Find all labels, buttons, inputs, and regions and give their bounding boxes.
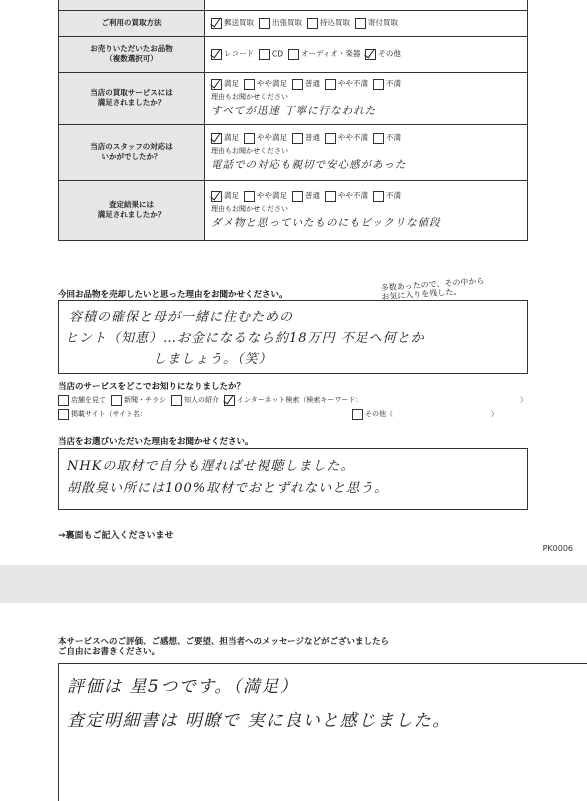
sell-reason-line-1: 容積の確保と母が一緒に住むための xyxy=(69,310,294,325)
discovery-options xyxy=(58,393,538,421)
back-side-note: →裏面もご記入くださいませ xyxy=(58,531,174,541)
checkbox-option[interactable] xyxy=(365,48,401,60)
checkbox-option[interactable] xyxy=(373,190,401,202)
checkbox-label: 寄付買取 xyxy=(368,18,398,28)
checkbox-checked[interactable] xyxy=(211,133,222,144)
checkbox-unchecked[interactable] xyxy=(325,191,336,202)
checkbox-option[interactable] xyxy=(292,132,320,144)
checkbox-checked[interactable] xyxy=(211,191,222,202)
checkbox-option[interactable] xyxy=(373,132,401,144)
checkbox-option[interactable] xyxy=(211,78,239,90)
checkbox-label: 普通 xyxy=(305,133,320,143)
checkbox-label: やや不満 xyxy=(338,133,368,143)
checkbox-unchecked[interactable] xyxy=(373,191,384,202)
comments-intro: 本サービスへのご評価、ご感想、ご要望、担当者へのメッセージなどがございましたら ご自由にお書きください。 xyxy=(58,637,389,657)
checkbox-option[interactable] xyxy=(111,393,166,407)
checkbox-option[interactable] xyxy=(244,132,287,144)
comments-line-2: 査定明細書は 明瞭で 実に良いと感じました。 xyxy=(67,711,451,731)
checkbox-checked[interactable] xyxy=(211,79,222,90)
checkbox-unchecked[interactable] xyxy=(325,133,336,144)
checkbox-option[interactable] xyxy=(292,190,320,202)
checkbox-unchecked[interactable] xyxy=(58,409,69,420)
q-result-reason-prompt: 理由もお聞かせください xyxy=(211,204,288,213)
checkbox-checked[interactable] xyxy=(211,18,222,29)
checkbox-option[interactable] xyxy=(307,17,350,29)
q-service-handwriting: すべてが迅速 丁寧に行なわれた xyxy=(211,104,377,117)
checkbox-option[interactable] xyxy=(211,48,254,60)
checkbox-label: 満足 xyxy=(224,191,239,201)
q-items-answer xyxy=(205,36,528,72)
checkbox-option[interactable] xyxy=(58,393,106,407)
checkbox-unchecked[interactable] xyxy=(259,49,270,60)
checkbox-label: インターネット検索（検索キーワード： xyxy=(237,396,363,404)
q-service-answer xyxy=(205,72,528,124)
checkbox-label: 普通 xyxy=(305,191,320,201)
checkbox-unchecked[interactable] xyxy=(373,133,384,144)
checkbox-option[interactable] xyxy=(325,190,368,202)
checkbox-unchecked[interactable] xyxy=(111,395,122,406)
checkbox-label: やや不満 xyxy=(338,191,368,201)
checkbox-option[interactable] xyxy=(211,190,239,202)
checkbox-label: 掲載サイト（サイト名： xyxy=(71,410,148,418)
q-staff-answer xyxy=(205,124,528,180)
sell-reason-side-note: 多数あったので、その中から お気に入りを残した。 xyxy=(380,276,485,302)
checkbox-unchecked[interactable] xyxy=(288,49,299,60)
checkbox-unchecked[interactable] xyxy=(325,79,336,90)
checkbox-label: 知人の紹介 xyxy=(184,396,219,404)
checkbox-unchecked[interactable] xyxy=(292,191,303,202)
checkbox-unchecked[interactable] xyxy=(244,79,255,90)
checkbox-label: 持込買取 xyxy=(320,18,350,28)
table-top-edge xyxy=(59,0,205,10)
checkbox-label: 不満 xyxy=(386,79,401,89)
sell-reason-line-2: ヒント（知恵）…お金になるなら約18万円 不足へ何とか xyxy=(65,331,425,346)
comments-box xyxy=(58,663,587,801)
checkbox-option[interactable] xyxy=(352,407,393,421)
choose-reason-heading: 当店をお選びいただいた理由をお聞かせください。 xyxy=(58,437,254,447)
comments-line-1: 評価は 星5つです。（満足） xyxy=(67,677,299,697)
checkbox-unchecked[interactable] xyxy=(171,395,182,406)
checkbox-label: 郵送買取 xyxy=(224,18,254,28)
checkbox-option[interactable] xyxy=(355,17,398,29)
choose-reason-line-1: NHKの取材で自分も遅ればせ視聴しました。 xyxy=(67,459,355,474)
survey-table xyxy=(58,0,528,241)
checkbox-option[interactable] xyxy=(259,17,302,29)
q-result-handwriting: ダメ物と思っていたものにもビックリな値段 xyxy=(211,216,441,229)
q-result-label: 査定結果には 満足されましたか？ xyxy=(59,180,205,240)
checkbox-unchecked[interactable] xyxy=(373,79,384,90)
checkbox-option[interactable] xyxy=(259,49,283,60)
form-page-back xyxy=(0,603,587,801)
sell-reason-line-3: しましょう。（笑） xyxy=(153,352,273,367)
checkbox-checked[interactable] xyxy=(224,395,235,406)
checkbox-checked[interactable] xyxy=(211,49,222,60)
form-code: PK0006 xyxy=(542,544,573,553)
checkbox-option[interactable] xyxy=(244,190,287,202)
checkbox-option[interactable] xyxy=(325,78,368,90)
checkbox-unchecked[interactable] xyxy=(244,191,255,202)
checkbox-option[interactable] xyxy=(244,78,287,90)
checkbox-label: CD xyxy=(272,49,284,58)
choose-reason-line-2: 胡散臭い所には100%取材でおとずれないと思う。 xyxy=(67,481,389,496)
checkbox-unchecked[interactable] xyxy=(355,18,366,29)
checkbox-label: 出張買取 xyxy=(272,18,302,28)
checkbox-label: 満足 xyxy=(224,79,239,89)
checkbox-label: 新聞・チラシ xyxy=(124,396,166,404)
checkbox-label: やや満足 xyxy=(257,79,287,89)
sell-reason-box xyxy=(58,300,528,374)
discovery-row-2 xyxy=(58,407,538,421)
checkbox-option[interactable] xyxy=(211,17,254,29)
checkbox-label: 普通 xyxy=(305,79,320,89)
checkbox-option[interactable] xyxy=(325,132,368,144)
checkbox-label: やや満足 xyxy=(257,133,287,143)
checkbox-label: レコード xyxy=(224,49,254,59)
discovery-heading: 当店のサービスをどこでお知りになりましたか？ xyxy=(58,382,246,392)
checkbox-label: 満足 xyxy=(224,133,239,143)
checkbox-option[interactable] xyxy=(224,393,362,407)
checkbox-option[interactable] xyxy=(288,48,360,60)
discovery-close-paren-1: ） xyxy=(520,396,527,404)
checkbox-unchecked[interactable] xyxy=(352,409,363,420)
checkbox-unchecked[interactable] xyxy=(259,18,270,29)
checkbox-label: その他 xyxy=(378,49,401,59)
checkbox-label: やや満足 xyxy=(257,191,287,201)
checkbox-unchecked[interactable] xyxy=(244,133,255,144)
checkbox-unchecked[interactable] xyxy=(292,79,303,90)
discovery-row-1 xyxy=(58,393,538,407)
checkbox-option[interactable] xyxy=(58,407,147,421)
choose-reason-box xyxy=(58,448,528,510)
checkbox-option[interactable] xyxy=(373,78,401,90)
q-items-label: お売りいただいたお品物 （複数選択可） xyxy=(59,36,205,72)
checkbox-checked[interactable] xyxy=(365,49,376,60)
checkbox-label: 不満 xyxy=(386,133,401,143)
checkbox-unchecked[interactable] xyxy=(292,133,303,144)
q-service-reason-prompt: 理由もお聞かせください xyxy=(211,92,288,101)
q-staff-reason-prompt: 理由もお聞かせください xyxy=(211,146,288,155)
page-gap xyxy=(0,565,587,603)
checkbox-option[interactable] xyxy=(292,78,320,90)
sell-reason-heading: 今回お品物を売却したいと思った理由をお聞かせください。 xyxy=(58,290,288,300)
q-method-label: ご利用の買取方法 xyxy=(59,10,205,36)
checkbox-label: 店舗を見て xyxy=(71,396,106,404)
checkbox-unchecked[interactable] xyxy=(307,18,318,29)
discovery-close-paren-2: ） xyxy=(491,410,498,418)
checkbox-label: その他（ xyxy=(365,410,394,418)
checkbox-label: オーディオ・楽器 xyxy=(301,49,361,59)
checkbox-label: やや不満 xyxy=(338,79,368,89)
checkbox-option[interactable] xyxy=(171,393,219,407)
q-staff-handwriting: 電話での対応も親切で安心感があった xyxy=(211,158,407,171)
q-staff-label: 当店のスタッフの対応は いかがでしたか？ xyxy=(59,124,205,180)
checkbox-unchecked[interactable] xyxy=(58,395,69,406)
checkbox-option[interactable] xyxy=(211,132,239,144)
q-method-answer xyxy=(205,10,528,36)
q-service-label: 当店の買取サービスには 満足されましたか？ xyxy=(59,72,205,124)
checkbox-label: 不満 xyxy=(386,191,401,201)
q-result-answer xyxy=(205,180,528,240)
